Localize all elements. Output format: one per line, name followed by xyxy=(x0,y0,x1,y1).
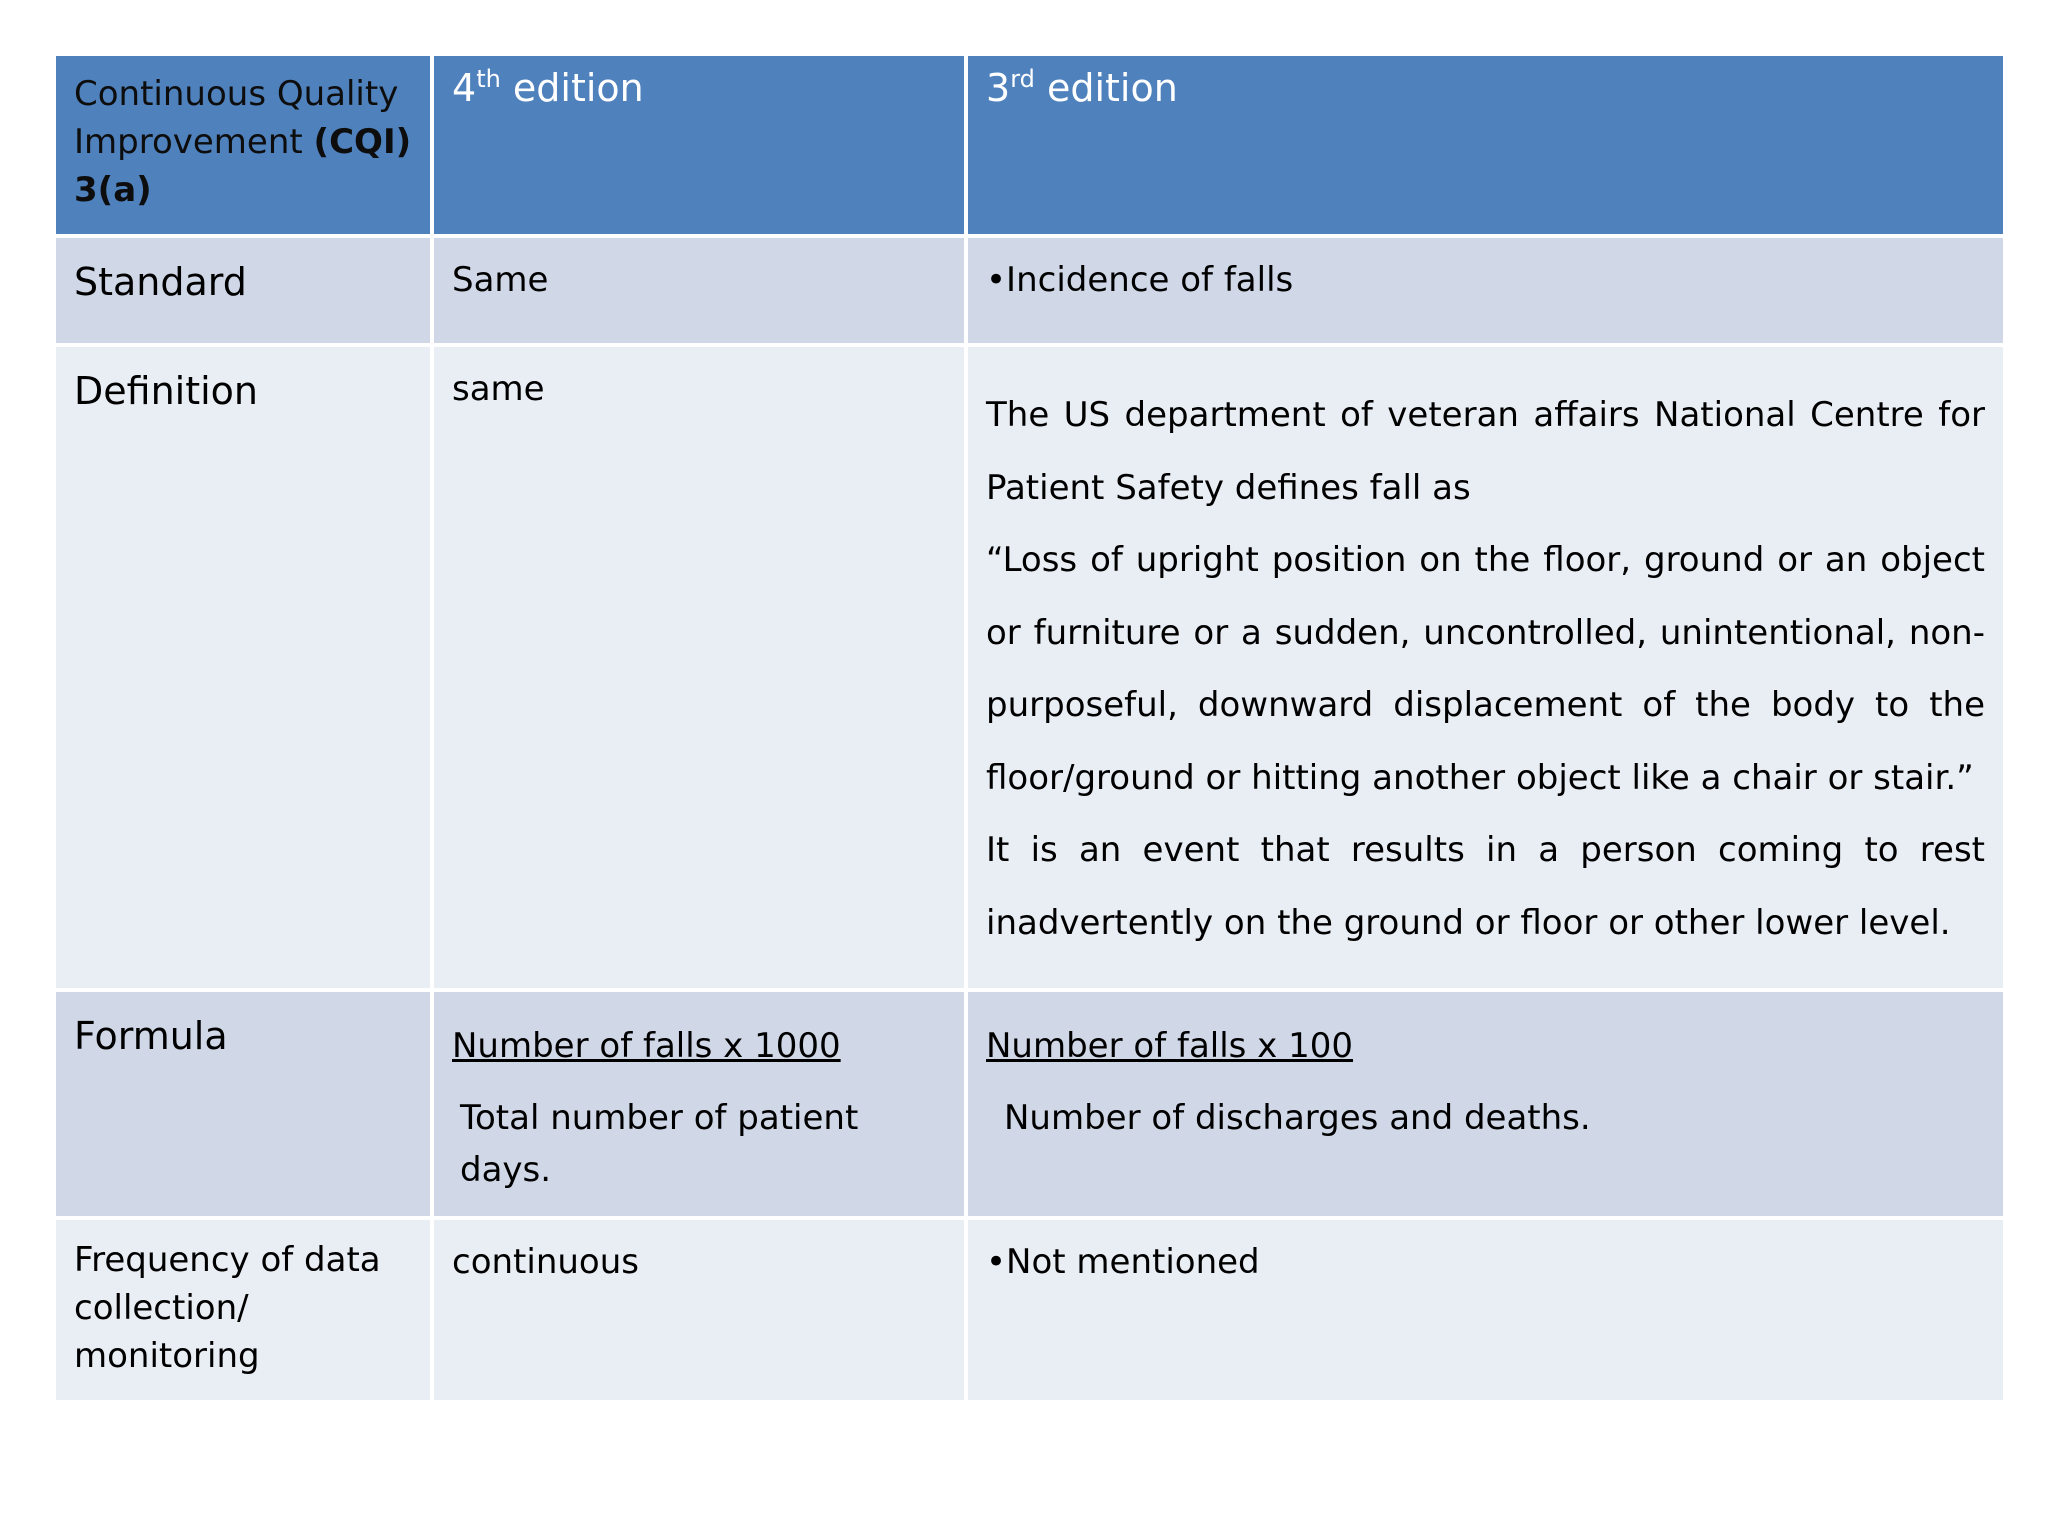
corner-abbrev: (CQI) xyxy=(313,122,412,162)
standard-3rd: •Incidence of falls xyxy=(966,236,2005,345)
formula-3rd xyxy=(966,990,2005,1218)
formula-row xyxy=(54,990,2005,1218)
col3-sup: rd xyxy=(1010,65,1035,93)
definition-paragraph-2: “Loss of upright position on the floor, ground or an object or furniture or a sudden, uncontrolled, unintentional, non-purposeful, downward displacement of the body to the floor/ground or hitting another object like a chair or stair.” xyxy=(986,540,1985,798)
definition-paragraph-3: It is an event that results in a person coming to rest inadvertently on the ground or floor or other lower level. xyxy=(986,830,1985,943)
col4-num: 4 xyxy=(452,66,477,110)
col3-num: 3 xyxy=(986,66,1011,110)
col3-word: edition xyxy=(1046,66,1178,110)
frequency-row xyxy=(54,1218,2005,1402)
definition-paragraph-1: The US department of veteran affairs National Centre for Patient Safety defines fall as xyxy=(986,395,1985,508)
formula-3rd-denominator: Number of discharges and deaths. xyxy=(1004,1098,1591,1138)
header-3rd-edition xyxy=(966,54,2005,236)
comparison-table xyxy=(52,52,2007,1404)
standard-4th: Same xyxy=(432,236,966,345)
formula-4th-denominator: Total number of patient days. xyxy=(460,1098,859,1190)
frequency-label-line3: monitoring xyxy=(74,1336,260,1376)
definition-3rd xyxy=(966,345,2005,990)
header-row xyxy=(54,54,2005,236)
col4-sup: th xyxy=(476,65,501,93)
definition-4th: same xyxy=(432,345,966,990)
formula-3rd-numerator: Number of falls x 100 xyxy=(986,1026,1354,1066)
standard-label: Standard xyxy=(54,236,432,345)
definition-row xyxy=(54,345,2005,990)
definition-label: Definition xyxy=(54,345,432,990)
frequency-label-line2: collection/ xyxy=(74,1288,249,1328)
frequency-4th: continuous xyxy=(432,1218,966,1402)
formula-4th xyxy=(432,990,966,1218)
standard-row xyxy=(54,236,2005,345)
frequency-label-line1: Frequency of data xyxy=(74,1240,381,1280)
frequency-3rd: •Not mentioned xyxy=(966,1218,2005,1402)
formula-4th-numerator: Number of falls x 1000 xyxy=(452,1026,841,1066)
header-4th-edition xyxy=(432,54,966,236)
frequency-label xyxy=(54,1218,432,1402)
col4-word: edition xyxy=(512,66,644,110)
formula-label: Formula xyxy=(54,990,432,1218)
header-corner-cell xyxy=(54,54,432,236)
corner-line3: 3(a) xyxy=(74,170,152,210)
corner-line1: Continuous Quality xyxy=(74,74,399,114)
definition-text xyxy=(986,379,1985,959)
corner-line2: Improvement xyxy=(74,122,303,162)
